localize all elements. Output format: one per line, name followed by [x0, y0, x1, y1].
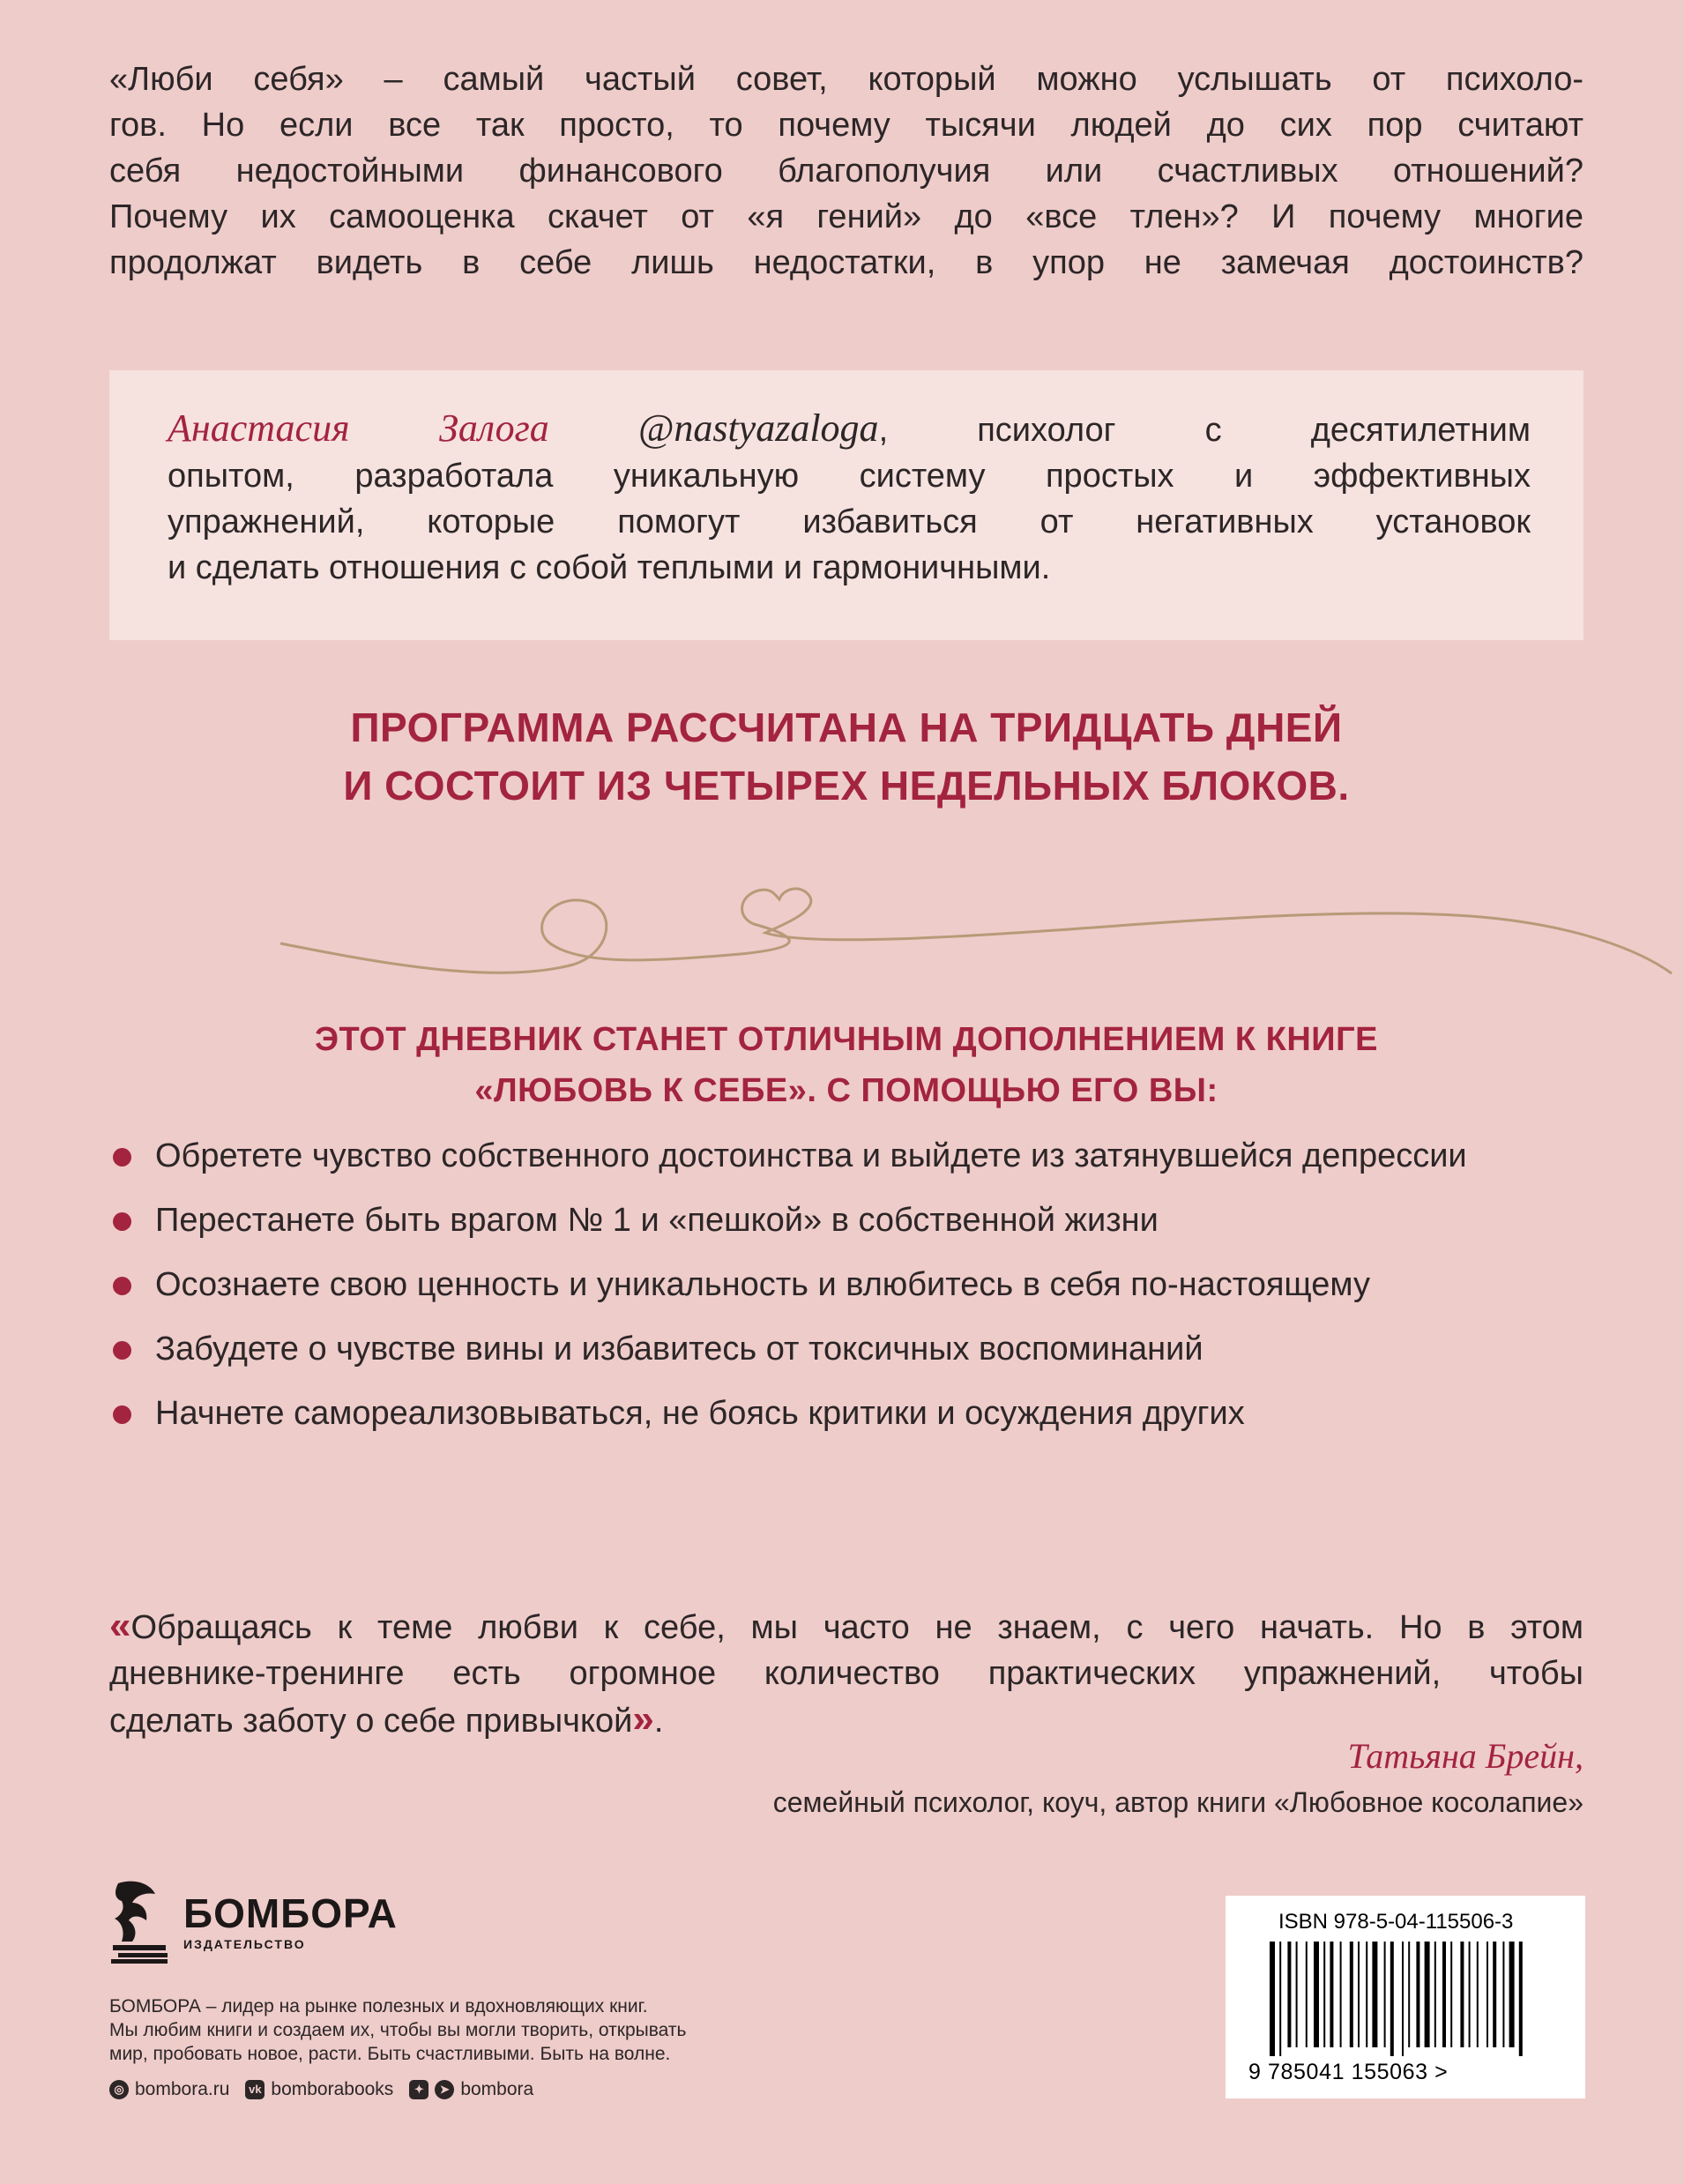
- barcode-box: [1226, 1896, 1585, 2098]
- quote-open-icon: «: [109, 1604, 131, 1647]
- author-handle: @nastyazaloga: [637, 406, 879, 450]
- heart-line-path: [280, 889, 1672, 973]
- logo-text: [183, 1890, 398, 1951]
- contact-telegram[interactable]: [409, 2079, 533, 2100]
- intro-line: себя недостойными финансового благополучия или счастливых отношений?: [109, 153, 1583, 190]
- barcode-bar: [1372, 1942, 1377, 2047]
- list-item-text: Начнете самореализовываться, не боясь критики и осуждения других: [155, 1395, 1245, 1432]
- barcode-bar: [1306, 1942, 1308, 2047]
- barcode-bar: [1434, 1942, 1436, 2047]
- barcode-bar: [1493, 1942, 1496, 2047]
- publisher-desc-line: Мы любим книги и создаем их, чтобы вы могли творить, открывать: [109, 2020, 687, 2040]
- publisher-contacts: [109, 2079, 533, 2100]
- logo-name: БОМБОРА: [183, 1890, 398, 1936]
- barcode-bar: [1358, 1942, 1360, 2047]
- benefits-list: [109, 1134, 1583, 1456]
- barcode-bar: [1460, 1942, 1464, 2047]
- contact-vk-label: bomborabooks: [271, 2079, 394, 2099]
- author-line-1: [168, 406, 1531, 453]
- intro-line: «Люби себя» – самый частый совет, который можно услышать от психоло-: [109, 61, 1583, 98]
- quote-text-1: Обращаясь к теме любви к себе, мы часто не знаем, с чего начать. Но в этом: [130, 1609, 1583, 1646]
- bullet-icon: [113, 1212, 131, 1231]
- barcode-bar: [1366, 1942, 1367, 2047]
- intro-line: Почему их самооценка скачет от «я гений» до «все тлен»? И почему многие: [109, 198, 1583, 235]
- list-item: [109, 1263, 1583, 1307]
- quote-author-role: семейный психолог, коуч, автор книги «Любовное косолапие»: [772, 1786, 1583, 1818]
- list-item: [109, 1198, 1583, 1242]
- bullet-icon: [113, 1277, 131, 1295]
- publisher-logo: [109, 1876, 398, 1964]
- publisher-description: [109, 1994, 727, 2066]
- barcode-icon: [1266, 1942, 1566, 2056]
- dzen-icon: ✦: [409, 2080, 428, 2099]
- intro-line: продолжат видеть в себе лишь недостатки, в упор не замечая достоинств?: [109, 244, 1583, 281]
- quote-end-period: .: [653, 1703, 664, 1740]
- barcode-bar: [1402, 1942, 1404, 2056]
- author-box: [109, 370, 1583, 640]
- barcode-bar: [1314, 1942, 1319, 2047]
- quote-line-1: [109, 1603, 1583, 1651]
- barcode-bar: [1350, 1942, 1353, 2047]
- barcode-bar: [1408, 1942, 1410, 2047]
- barcode-bar: [1450, 1942, 1452, 2047]
- bullet-icon: [113, 1405, 131, 1424]
- barcode-bar: [1287, 1942, 1291, 2047]
- list-item: [109, 1391, 1583, 1435]
- diary-line-2: «ЛЮБОВЬ К СЕБЕ». С ПОМОЩЬЮ ЕГО ВЫ:: [474, 1072, 1218, 1109]
- barcode-bar: [1390, 1942, 1394, 2056]
- author-name: Анастасия Залога: [168, 406, 549, 450]
- barcode-bar: [1477, 1942, 1479, 2047]
- barcode-bar: [1323, 1942, 1325, 2047]
- list-item: [109, 1134, 1583, 1178]
- program-line-2: И СОСТОИТ ИЗ ЧЕТЫРЕХ НЕДЕЛЬНЫХ БЛОКОВ.: [343, 763, 1350, 809]
- logo-subtitle: ИЗДАТЕЛЬСТВО: [183, 1937, 306, 1951]
- barcode-bar: [1425, 1942, 1430, 2047]
- bullet-icon: [113, 1341, 131, 1360]
- list-item: [109, 1327, 1583, 1371]
- quote-text-3: сделать заботу о себе привычкой: [109, 1703, 633, 1740]
- list-item-text: Осознаете свою ценность и уникальность и влюбитесь в себя по-настоящему: [155, 1266, 1370, 1303]
- barcode-bar: [1519, 1942, 1523, 2056]
- author-line-4: и сделать отношения с собой теплыми и гармоничными.: [168, 549, 1051, 586]
- publisher-desc-line: мир, пробовать новое, расти. Быть счастливыми. Быть на волне.: [109, 2044, 671, 2064]
- vk-icon: vk: [245, 2080, 265, 2099]
- globe-icon: ◎: [109, 2080, 129, 2099]
- contact-vk[interactable]: [245, 2079, 393, 2100]
- barcode-bar: [1509, 1942, 1515, 2047]
- list-item-text: Забудете о чувстве вины и избавитесь от токсичных воспоминаний: [155, 1331, 1203, 1368]
- diary-line-1: ЭТОТ ДНЕВНИК СТАНЕТ ОТЛИЧНЫМ ДОПОЛНЕНИЕМ К КНИГЕ: [314, 1021, 1378, 1058]
- barcode-bar: [1442, 1942, 1446, 2047]
- bombora-logo-icon: [109, 1876, 173, 1964]
- contact-site-label: bombora.ru: [135, 2079, 230, 2099]
- telegram-icon: ➤: [435, 2080, 454, 2099]
- quote-author: Татьяна Брейн,: [1347, 1736, 1583, 1776]
- isbn-label: ISBN 978-5-04-115506-3: [1278, 1910, 1514, 1934]
- barcode-bar: [1502, 1942, 1504, 2047]
- intro-paragraph: [109, 56, 1583, 286]
- barcode-bar: [1279, 1942, 1281, 2056]
- contact-site[interactable]: [109, 2079, 229, 2100]
- barcode-bar: [1487, 1942, 1488, 2047]
- barcode-digits: 9 785041 155063 >: [1248, 2060, 1449, 2084]
- barcode-bar: [1296, 1942, 1298, 2047]
- barcode-bar: [1384, 1942, 1386, 2047]
- diary-heading: [109, 1014, 1583, 1116]
- publisher-desc-line: БОМБОРА – лидер на рынке полезных и вдохновляющих книг.: [109, 1996, 648, 2016]
- author-text: [168, 406, 1531, 591]
- program-line-1: ПРОГРАММА РАССЧИТАНА НА ТРИДЦАТЬ ДНЕЙ: [350, 704, 1343, 750]
- heart-line-ornament: [0, 862, 1684, 1003]
- author-line-2: опытом, разработала уникальную систему простых и эффективных: [168, 458, 1531, 495]
- author-line-1-rest: , психолог с десятилетним: [878, 412, 1531, 449]
- barcode-bar: [1416, 1942, 1419, 2047]
- contact-telegram-label: bombora: [460, 2079, 534, 2099]
- list-item-text: Перестанете быть врагом № 1 и «пешкой» в собственной жизни: [155, 1202, 1159, 1239]
- barcode-bar: [1330, 1942, 1333, 2047]
- bullet-icon: [113, 1148, 131, 1167]
- barcode-bar: [1340, 1942, 1342, 2047]
- author-line-3: упражнений, которые помогут избавиться от негативных установок: [168, 503, 1531, 540]
- quote-line-2: дневнике-тренинге есть огромное количество практических упражнений, чтобы: [109, 1655, 1583, 1692]
- review-quote: [109, 1603, 1583, 1744]
- list-item-text: Обретете чувство собственного достоинства и выйдете из затянувшейся депрессии: [155, 1137, 1467, 1174]
- program-heading: [109, 698, 1583, 815]
- intro-line: гов. Но если все так просто, то почему тысячи людей до сих пор считают: [109, 107, 1583, 144]
- barcode-bar: [1469, 1942, 1471, 2047]
- quote-close-icon: »: [632, 1697, 654, 1740]
- barcode-bar: [1270, 1942, 1275, 2056]
